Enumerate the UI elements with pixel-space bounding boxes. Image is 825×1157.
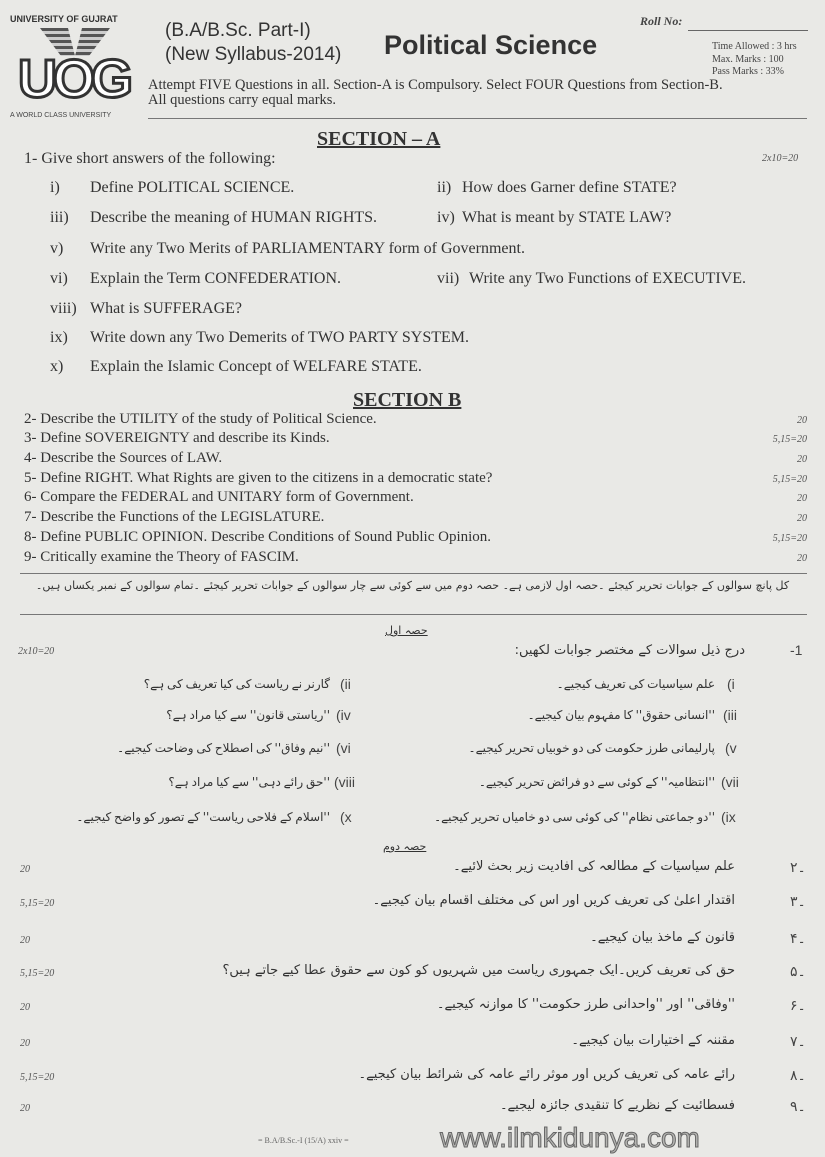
item-text: گارنر نے ریاست کی کیا تعریف کی ہے؟ — [143, 677, 330, 691]
question-num: ۳۔ — [790, 893, 806, 909]
syllabus-label: (New Syllabus-2014) — [165, 44, 342, 65]
question-1: 1- Give short answers of the following: — [24, 150, 276, 167]
instructions-line-2: All questions carry equal marks. — [148, 92, 337, 108]
item-num: (iv — [336, 707, 351, 723]
urdu-instructions: کل پانچ سوالوں کے جوابات تحریر کیجئے ۔حصہ اول لازمی ہے۔ حصہ دوم میں سے کوئی سے چار سوالوں کے جوابات تحریر کیجئے ۔تمام سوالوں کے نمبر یکساں ہیں۔ — [35, 579, 790, 592]
university-tagline: A WORLD CLASS UNIVERSITY — [10, 112, 112, 119]
question-text: قانون کے ماخذ بیان کیجیے۔ — [590, 930, 735, 945]
item-num: v) — [50, 240, 64, 257]
question: 5- Define RIGHT. What Rights are given to the citizens in a democratic state? — [24, 470, 493, 486]
item-text: پارلیمانی طرز حکومت کی دو خوبیاں تحریر کیجیے۔ — [468, 741, 715, 755]
item-text: ''انتظامیہ'' کے کوئی سے دو فرائض تحریر کیجیے۔ — [478, 775, 715, 789]
question-marks: 5,15=20 — [20, 968, 55, 979]
item-num: (ix — [721, 809, 736, 825]
roll-no-line — [688, 30, 808, 31]
question-1-marks: 2x10=20 — [762, 153, 799, 164]
question-marks: 20 — [797, 454, 807, 465]
question-num: ۶۔ — [790, 997, 806, 1013]
item-num: (vii — [721, 774, 739, 790]
university-name: UNIVERSITY OF GUJRAT — [10, 14, 118, 24]
item-num: (i — [727, 676, 735, 692]
logo-text: UOG — [18, 49, 130, 109]
item-num: (viii — [334, 774, 355, 790]
item-num: viii) — [50, 300, 77, 317]
item-num: iv) — [437, 209, 455, 226]
question-num: ۴۔ — [790, 930, 806, 946]
item-num: i) — [50, 179, 60, 196]
question-marks: 20 — [20, 1103, 30, 1114]
item-text: Write down any Two Demerits of TWO PARTY SYSTEM. — [90, 329, 470, 346]
question-marks: 20 — [797, 553, 807, 564]
question-text: رائے عامہ کی تعریف کریں اور موثر رائے عامہ کی شرائط بیان کیجیے۔ — [358, 1067, 735, 1082]
watermark: www.ilmkidunya.com — [440, 1122, 700, 1153]
item-text: What is SUFFERAGE? — [90, 300, 242, 317]
question-marks: 20 — [20, 1002, 30, 1013]
question-marks: 20 — [20, 1038, 30, 1049]
divider — [148, 118, 807, 119]
question: 2- Describe the UTILITY of the study of Political Science. — [24, 411, 377, 427]
question-marks: 5,15=20 — [20, 898, 55, 909]
question: 6- Compare the FEDERAL and UNITARY form of Government. — [24, 489, 414, 505]
max-marks: Max. Marks : 100 — [712, 54, 784, 65]
urdu-part-one-title: حصہ اول — [385, 624, 428, 637]
question-marks: 20 — [797, 415, 807, 426]
question: 9- Critically examine the Theory of FASCIM. — [24, 549, 299, 565]
item-num: (x — [340, 809, 352, 825]
item-num: (vi — [336, 740, 351, 756]
item-num: x) — [50, 358, 64, 375]
question-text: علم سیاسیات کے مطالعہ کی افادیت زیر بحث لائیے۔ — [453, 859, 735, 874]
roll-no-label: Roll No: — [640, 14, 683, 28]
item-text: ''ریاستی قانون'' سے کیا مراد ہے؟ — [166, 708, 330, 722]
item-text: Write any Two Merits of PARLIAMENTARY form of Government. — [90, 240, 525, 257]
divider — [20, 614, 807, 615]
item-text: Explain the Term CONFEDERATION. — [90, 270, 341, 287]
item-text: Describe the meaning of HUMAN RIGHTS. — [90, 209, 378, 226]
item-num: (ii — [340, 676, 351, 692]
urdu-q1: درج ذیل سوالات کے مختصر جوابات لکھیں: — [514, 643, 745, 658]
section-a-title: SECTION – A — [317, 128, 441, 150]
question-marks: 20 — [20, 935, 30, 946]
question: 8- Define PUBLIC OPINION. Describe Conditions of Sound Public Opinion. — [24, 529, 492, 545]
question-num: ۷۔ — [790, 1033, 806, 1049]
paper-code-footer: = B.A/B.Sc.-I (15/A) xxiv = — [258, 1136, 349, 1145]
question: 7- Describe the Functions of the LEGISLATURE. — [24, 509, 325, 525]
question-num: ۲۔ — [790, 859, 806, 875]
question-text: مقننہ کے اختیارات بیان کیجیے۔ — [571, 1033, 735, 1048]
item-text: Write any Two Functions of EXECUTIVE. — [469, 270, 747, 287]
question-marks: 5,15=20 — [772, 474, 807, 485]
question-marks: 20 — [797, 513, 807, 524]
item-num: iii) — [50, 209, 69, 226]
question: 3- Define SOVEREIGNTY and describe its Kinds. — [24, 430, 330, 446]
question-marks: 5,15=20 — [20, 1072, 55, 1083]
urdu-q1-marks: 2x10=20 — [18, 646, 55, 657]
item-num: ix) — [50, 329, 68, 346]
question-text: فسطائیت کے نظریے کا تنقیدی جائزہ لیجیے۔ — [499, 1098, 735, 1113]
item-text: ''انسانی حقوق'' کا مفہوم بیان کیجیے۔ — [527, 708, 715, 722]
section-b-title: SECTION B — [353, 389, 462, 411]
urdu-part-two-title: حصہ دوم — [383, 840, 427, 853]
instructions-line-1: Attempt FIVE Questions in all. Section-A is Compulsory. Select FOUR Questions from Section-B. — [148, 77, 723, 93]
item-text: How does Garner define STATE? — [462, 179, 677, 196]
question-marks: 20 — [797, 493, 807, 504]
item-num: (iii — [723, 707, 737, 723]
question-num: ۸۔ — [790, 1067, 806, 1083]
class-label: (B.A/B.Sc. Part-I) — [165, 20, 311, 41]
question-marks: 5,15=20 — [772, 533, 807, 544]
question-text: ''وفاقی'' اور ''واحدانی طرز حکومت'' کا موازنہ کیجیے۔ — [436, 997, 735, 1012]
item-text: ''اسلام کے فلاحی ریاست'' کے تصور کو واضح کیجیے۔ — [76, 810, 330, 824]
item-num: vii) — [437, 270, 460, 287]
university-logo — [10, 14, 145, 120]
item-num: vi) — [50, 270, 68, 287]
item-text: ''دو جماعتی نظام'' کی کوئی سی دو خامیاں تحریر کیجیے۔ — [434, 810, 715, 824]
item-text: علم سیاسیات کی تعریف کیجیے۔ — [556, 677, 715, 691]
question-marks: 20 — [20, 864, 30, 875]
item-text: ''نیم وفاق'' کی اصطلاح کی وضاحت کیجیے۔ — [117, 741, 330, 755]
question-num: ۵۔ — [790, 963, 806, 979]
question-num: ۹۔ — [790, 1098, 806, 1114]
question-marks: 5,15=20 — [772, 434, 807, 445]
item-text: Explain the Islamic Concept of WELFARE STATE. — [90, 358, 422, 375]
item-text: Define POLITICAL SCIENCE. — [90, 179, 295, 196]
question: 4- Describe the Sources of LAW. — [24, 450, 223, 466]
divider — [20, 573, 807, 574]
question-text: حق کی تعریف کریں۔ایک جمہوری ریاست میں شہریوں کو کون سے حقوق عطا کیے جاتے ہیں؟ — [222, 963, 735, 978]
time-allowed: Time Allowed : 3 hrs — [712, 41, 797, 52]
item-num: (v — [725, 740, 737, 756]
pass-marks: Pass Marks : 33% — [712, 66, 784, 77]
question-text: اقتدار اعلیٰ کی تعریف کریں اور اس کی مختلف اقسام بیان کیجیے۔ — [372, 893, 735, 908]
urdu-q1-num: -1 — [790, 642, 803, 658]
subject-title: Political Science — [384, 30, 598, 60]
item-num: ii) — [437, 179, 452, 196]
item-text: What is meant by STATE LAW? — [462, 209, 672, 226]
item-text: ''حق رائے دہی'' سے کیا مراد ہے؟ — [168, 775, 330, 789]
